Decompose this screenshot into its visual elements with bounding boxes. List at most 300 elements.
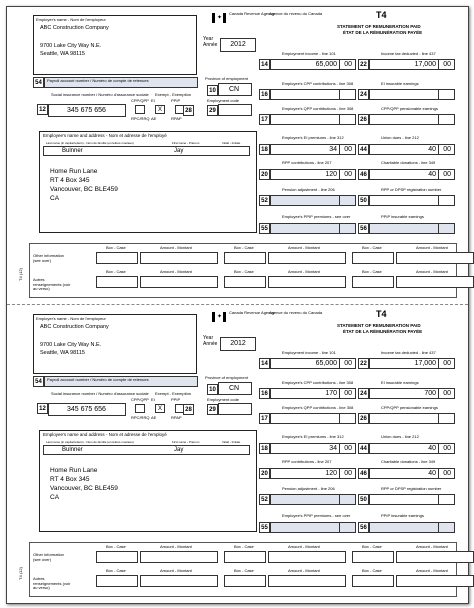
canada-flag-icon [212,13,226,23]
other-box-case-label: Box - Case [362,568,382,573]
employer-name: ABC Construction Company [40,25,109,31]
box-52-field[interactable] [270,195,356,206]
box-16-field[interactable] [270,388,356,399]
employment-code-field[interactable] [218,104,252,116]
box-22-field[interactable] [369,358,455,369]
agency-name-en: Canada Revenue Agency [229,11,275,16]
employee-box [39,131,257,233]
other-amount-label: Amount - Montant [288,269,320,274]
box-46-divider [438,170,439,179]
first-name-value: Jay [174,447,184,453]
box-26-divider [438,414,439,423]
box-14-cents: 00 [344,360,352,367]
box-14-amount: 65,000 [315,360,337,367]
box-16-label: Employee's CPP contributions - line 308 [282,81,354,86]
box-46-divider [438,469,439,478]
employment-code-label: Employment code [207,98,240,103]
box-46-cents: 00 [443,171,451,178]
employee-address-line-1: Home Run Lane [50,168,98,175]
box-56-label: PPIP insurable earnings [381,214,424,219]
employee-address-line-3: Vancouver, BC BLE459 [50,485,118,492]
exempt-code-2: RPAP [171,116,182,121]
agency-name-fr: Agence du revenu du Canada [269,11,323,16]
employee-name-field[interactable] [43,146,250,156]
payroll-account-label: Payroll account number / Numéro de compte de retenues [47,78,149,83]
form-title: T4 [376,10,387,20]
box-16-label: Employee's CPP contributions - line 308 [282,380,354,385]
exempt-checkbox-1[interactable]: X [155,404,165,413]
other-amount-field[interactable] [268,575,346,587]
box-55-field[interactable] [270,522,356,533]
other-box-code-field[interactable] [352,551,394,563]
sin-value: 345 675 656 [67,107,106,114]
exempt-col-2: PPIP [171,397,181,402]
other-amount-field[interactable] [140,551,218,563]
t4-slip-2 [7,306,468,603]
employee-name-field[interactable] [43,445,250,455]
box-12-number: 12 [37,403,48,414]
employment-code-field[interactable] [218,403,252,415]
other-amount-field[interactable] [268,252,346,264]
box-22-divider [438,60,439,69]
employee-address-line-2: RT 4 Box 345 [50,177,90,184]
box-26-number: 26 [358,413,369,424]
box-44-divider [438,444,439,453]
other-information-section [29,542,457,597]
box-22-label: Income tax deducted - line 437 [381,350,436,355]
first-name-value: Jay [174,148,184,154]
tax-year: 2012 [220,38,256,52]
box-24-cents: 00 [443,390,451,397]
other-amount-field[interactable] [396,575,474,587]
other-box-code-field[interactable] [96,551,138,563]
box-18-label: Employee's EI premiums - line 312 [282,434,344,439]
other-amount-field[interactable] [268,551,346,563]
sin-label: Social insurance number / Numéro d'assurance sociale [51,92,149,97]
exempt-label: Exempt - Exemption [155,391,192,396]
box-46-label: Charitable donations - line 349 [381,160,436,165]
province-label: Province of employment [205,76,248,81]
other-box-case-label: Box - Case [234,544,254,549]
other-box-code-field[interactable] [96,575,138,587]
box-20-amount: 120 [325,470,337,477]
box-55-divider [339,224,340,233]
box-44-field[interactable] [369,443,455,454]
box-20-number: 20 [259,169,270,180]
statement-title-fr: ÉTAT DE LA RÉMUNÉRATION PAYÉE [343,30,423,35]
other-amount-label: Amount - Montant [416,544,448,549]
employer-address-line1: 9700 Lake City Way N.E. [40,342,102,348]
other-box-case-label: Box - Case [106,245,126,250]
employer-name: ABC Construction Company [40,324,109,330]
box-44-number: 44 [358,443,369,454]
flag-bar-right [223,312,226,322]
box-56-field[interactable] [369,522,455,533]
employee-box-label: Employee's name and address - Nom et adresse de l'employé [43,133,167,138]
employee-box [39,430,257,532]
payroll-account-field[interactable] [44,77,198,88]
other-box-case-label: Box - Case [234,269,254,274]
payroll-account-field[interactable] [44,376,198,387]
other-amount-field[interactable] [140,575,218,587]
box-50-divider [438,495,439,504]
box-22-divider [438,359,439,368]
exempt-code-1: AE [151,116,157,121]
province-value: CN [229,86,240,93]
box-24-field[interactable] [369,89,455,100]
flag-bar-right [223,13,226,23]
perforation-line [7,304,468,305]
box-20-divider [339,170,340,179]
box-24-label: EI insurable earnings [381,380,419,385]
other-amount-field[interactable] [140,252,218,264]
employee-address-line-1: Home Run Lane [50,467,98,474]
box-18-label: Employee's EI premiums - line 312 [282,135,344,140]
employer-name-label: Employer's name - Nom de l'employeur [36,316,106,321]
box-20-label: RPP contributions - line 207 [282,160,332,165]
sin-field[interactable] [48,104,126,117]
employee-address-line-3: Vancouver, BC BLE459 [50,186,118,193]
statement-title-en: STATEMENT OF REMUNERATION PAID [337,24,421,29]
box-28-number: 28 [183,404,194,415]
box-46-label: Charitable donations - line 349 [381,459,436,464]
other-amount-field[interactable] [396,551,474,563]
year-label: Year Année [203,36,218,48]
form-title: T4 [376,309,387,319]
box-50-number: 50 [358,494,369,505]
other-box-code-field[interactable] [224,252,266,264]
box-24-amount: 700 [424,390,436,397]
first-name-label: First name - Prénom [172,440,200,444]
box-22-label: Income tax deducted - line 437 [381,51,436,56]
other-box-case-label: Box - Case [106,269,126,274]
box-14-label: Employment income - line 101 [282,350,336,355]
box-16-field[interactable] [270,89,356,100]
exempt-col-0: CPP/QPP [131,98,149,103]
other-information-section [29,243,457,298]
box-22-amount: 17,000 [414,61,436,68]
form-code: T4 (12) [17,268,23,281]
other-info-label: Other information (see over) [33,253,64,263]
exempt-checkbox-0[interactable] [135,404,145,413]
box-22-number: 22 [358,358,369,369]
box-52-field[interactable] [270,494,356,505]
box-14-divider [339,359,340,368]
other-box-code-field[interactable] [96,276,138,288]
box-14-field[interactable] [270,59,356,70]
box-18-number: 18 [259,144,270,155]
other-box-code-field[interactable] [224,551,266,563]
employer-address-line1: 9700 Lake City Way N.E. [40,43,102,49]
box-26-label: CPP/QPP pensionable earnings [381,405,438,410]
box-17-divider [339,115,340,124]
box-14-field[interactable] [270,358,356,369]
maple-leaf-icon: ✦ [217,314,223,320]
box-16-divider [339,389,340,398]
flag-bar-left [212,312,215,322]
last-name-label: Last name (in capital letters) - Nom de famille (en lettres moulées) [46,440,134,444]
box-56-number: 56 [358,223,369,234]
last-name-value: Bulnner [62,447,83,453]
box-52-divider [339,196,340,205]
box-14-label: Employment income - line 101 [282,51,336,56]
box-18-divider [339,145,340,154]
box-18-cents: 00 [344,146,352,153]
maple-leaf-icon: ✦ [217,15,223,21]
other-box-case-label: Box - Case [106,544,126,549]
box-29-number: 29 [207,105,218,116]
box-14-number: 14 [259,358,270,369]
other-amount-field[interactable] [268,276,346,288]
box-18-amount: 34 [329,445,337,452]
box-52-number: 52 [259,494,270,505]
exempt-checkbox-0[interactable] [135,105,145,114]
box-55-field[interactable] [270,223,356,234]
box-55-number: 55 [259,522,270,533]
box-16-cents: 00 [344,390,352,397]
other-info-label-fr: Autres renseignements (voir au verso) [33,277,71,291]
employer-address-line2: Seattle, WA 98115 [40,350,85,356]
agency-name-en: Canada Revenue Agency [229,310,275,315]
other-box-case-label: Box - Case [106,568,126,573]
other-box-case-label: Box - Case [362,269,382,274]
employment-code-label: Employment code [207,397,240,402]
box-10-number: 10 [207,85,218,96]
box-46-amount: 40 [428,470,436,477]
other-box-case-label: Box - Case [362,245,382,250]
box-52-divider [339,495,340,504]
box-46-number: 46 [358,468,369,479]
agency-name-fr: Agence du revenu du Canada [269,310,323,315]
initial-label: Initial - Initiale [222,141,241,145]
other-box-case-label: Box - Case [234,568,254,573]
other-box-code-field[interactable] [224,276,266,288]
box-18-cents: 00 [344,445,352,452]
box-20-cents: 00 [344,470,352,477]
box-20-cents: 00 [344,171,352,178]
statement-title-fr: ÉTAT DE LA RÉMUNÉRATION PAYÉE [343,329,423,334]
box-14-divider [339,60,340,69]
other-box-code-field[interactable] [352,252,394,264]
box-44-divider [438,145,439,154]
tax-year: 2012 [220,337,256,351]
box-22-field[interactable] [369,59,455,70]
other-box-code-field[interactable] [224,575,266,587]
box-55-label: Employee's PPIP premiums - see over [282,513,351,518]
sin-value: 345 675 656 [67,406,106,413]
box-16-number: 16 [259,89,270,100]
exempt-code-1: AE [151,415,157,420]
box-20-divider [339,469,340,478]
box-29-number: 29 [207,404,218,415]
employee-address-line-4: CA [50,195,60,202]
box-52-label: Pension adjustment - line 206 [282,187,335,192]
box-24-field[interactable] [369,388,455,399]
box-17-label: Employee's QPP contributions - line 308 [282,106,354,111]
box-12-number: 12 [37,104,48,115]
employee-address-line-4: CA [50,494,60,501]
box-20-label: RPP contributions - line 207 [282,459,332,464]
box-26-field[interactable] [369,413,455,424]
exempt-col-1: EI [151,98,155,103]
exempt-col-0: CPP/QPP [131,397,149,402]
box-24-number: 24 [358,388,369,399]
box-56-divider [438,523,439,532]
first-name-label: First name - Prénom [172,141,200,145]
box-55-label: Employee's PPIP premiums - see over [282,214,351,219]
exempt-code-2: RPAP [171,415,182,420]
box-14-number: 14 [259,59,270,70]
province-value: CN [229,385,240,392]
box-28-number: 28 [183,105,194,116]
box-22-cents: 00 [443,360,451,367]
employer-address-line2: Seattle, WA 98115 [40,51,85,57]
box-14-cents: 00 [344,61,352,68]
box-17-number: 17 [259,114,270,125]
box-26-number: 26 [358,114,369,125]
box-22-number: 22 [358,59,369,70]
year-label: Year Année [203,335,218,347]
box-20-number: 20 [259,468,270,479]
other-amount-label: Amount - Montant [288,568,320,573]
province-label: Province of employment [205,375,248,380]
box-46-field[interactable] [369,468,455,479]
box-17-field[interactable] [270,114,356,125]
box-17-label: Employee's QPP contributions - line 308 [282,405,354,410]
other-amount-label: Amount - Montant [160,245,192,250]
other-amount-label: Amount - Montant [288,544,320,549]
box-56-field[interactable] [369,223,455,234]
box-46-field[interactable] [369,169,455,180]
box-50-label: RPP or DPSP registration number [381,187,442,192]
box-26-field[interactable] [369,114,455,125]
employee-box-label: Employee's name and address - Nom et adresse de l'employé [43,432,167,437]
box-50-field[interactable] [369,195,455,206]
box-56-divider [438,224,439,233]
last-name-label: Last name (in capital letters) - Nom de famille (en lettres moulées) [46,141,134,145]
other-box-code-field[interactable] [352,276,394,288]
employer-name-label: Employer's name - Nom de l'employeur [36,17,106,22]
box-17-field[interactable] [270,413,356,424]
other-amount-label: Amount - Montant [160,544,192,549]
box-16-divider [339,90,340,99]
box-46-number: 46 [358,169,369,180]
box-54-number: 54 [33,376,44,387]
other-amount-field[interactable] [396,252,474,264]
t4-document [6,6,469,604]
province-field[interactable] [218,83,252,96]
canada-flag-icon [212,312,226,322]
box-16-number: 16 [259,388,270,399]
flag-bar-left [212,13,215,23]
employee-address-line-2: RT 4 Box 345 [50,476,90,483]
box-44-label: Union dues - line 212 [381,434,419,439]
box-26-divider [438,115,439,124]
box-14-amount: 65,000 [315,61,337,68]
statement-title-en: STATEMENT OF REMUNERATION PAID [337,323,421,328]
other-amount-label: Amount - Montant [160,269,192,274]
box-22-cents: 00 [443,61,451,68]
other-info-label-fr: Autres renseignements (voir au verso) [33,576,71,590]
last-name-value: Bulnner [62,148,83,154]
box-20-amount: 120 [325,171,337,178]
other-amount-field[interactable] [140,276,218,288]
box-50-divider [438,196,439,205]
box-18-amount: 34 [329,146,337,153]
exempt-checkbox-1[interactable]: X [155,105,165,114]
box-46-cents: 00 [443,470,451,477]
box-17-number: 17 [259,413,270,424]
other-amount-label: Amount - Montant [288,245,320,250]
box-44-label: Union dues - line 212 [381,135,419,140]
box-20-field[interactable] [270,169,356,180]
exempt-col-2: PPIP [171,98,181,103]
box-18-field[interactable] [270,144,356,155]
box-52-label: Pension adjustment - line 206 [282,486,335,491]
box-18-number: 18 [259,443,270,454]
other-amount-label: Amount - Montant [160,568,192,573]
initial-label: Initial - Initiale [222,440,241,444]
exempt-code-0: RPC/RRQ [131,415,150,420]
box-16-amount: 170 [325,390,337,397]
payroll-account-label: Payroll account number / Numéro de compte de retenues [47,377,149,382]
box-18-divider [339,444,340,453]
form-code: T4 (12) [17,567,23,580]
other-box-case-label: Box - Case [234,245,254,250]
other-amount-field[interactable] [396,276,474,288]
sin-label: Social insurance number / Numéro d'assurance sociale [51,391,149,396]
box-50-number: 50 [358,195,369,206]
box-17-divider [339,414,340,423]
other-info-label: Other information (see over) [33,552,64,562]
exempt-col-1: EI [151,397,155,402]
box-44-field[interactable] [369,144,455,155]
sin-field[interactable] [48,403,126,416]
box-44-cents: 00 [443,445,451,452]
box-46-amount: 40 [428,171,436,178]
box-24-label: EI insurable earnings [381,81,419,86]
box-55-number: 55 [259,223,270,234]
other-box-code-field[interactable] [352,575,394,587]
box-55-divider [339,523,340,532]
box-24-number: 24 [358,89,369,100]
employer-box [33,15,197,75]
box-54-number: 54 [33,77,44,88]
box-56-number: 56 [358,522,369,533]
box-44-amount: 40 [428,146,436,153]
box-50-field[interactable] [369,494,455,505]
box-56-label: PPIP insurable earnings [381,513,424,518]
box-52-number: 52 [259,195,270,206]
exempt-code-0: RPC/RRQ [131,116,150,121]
box-50-label: RPP or DPSP registration number [381,486,442,491]
other-amount-label: Amount - Montant [416,568,448,573]
box-44-amount: 40 [428,445,436,452]
other-box-code-field[interactable] [96,252,138,264]
exempt-label: Exempt - Exemption [155,92,192,97]
employer-box [33,314,197,374]
box-18-field[interactable] [270,443,356,454]
box-26-label: CPP/QPP pensionable earnings [381,106,438,111]
box-20-field[interactable] [270,468,356,479]
other-amount-label: Amount - Montant [416,269,448,274]
box-44-number: 44 [358,144,369,155]
province-field[interactable] [218,382,252,395]
box-10-number: 10 [207,384,218,395]
box-44-cents: 00 [443,146,451,153]
t4-slip-1 [7,7,468,304]
other-box-case-label: Box - Case [362,544,382,549]
